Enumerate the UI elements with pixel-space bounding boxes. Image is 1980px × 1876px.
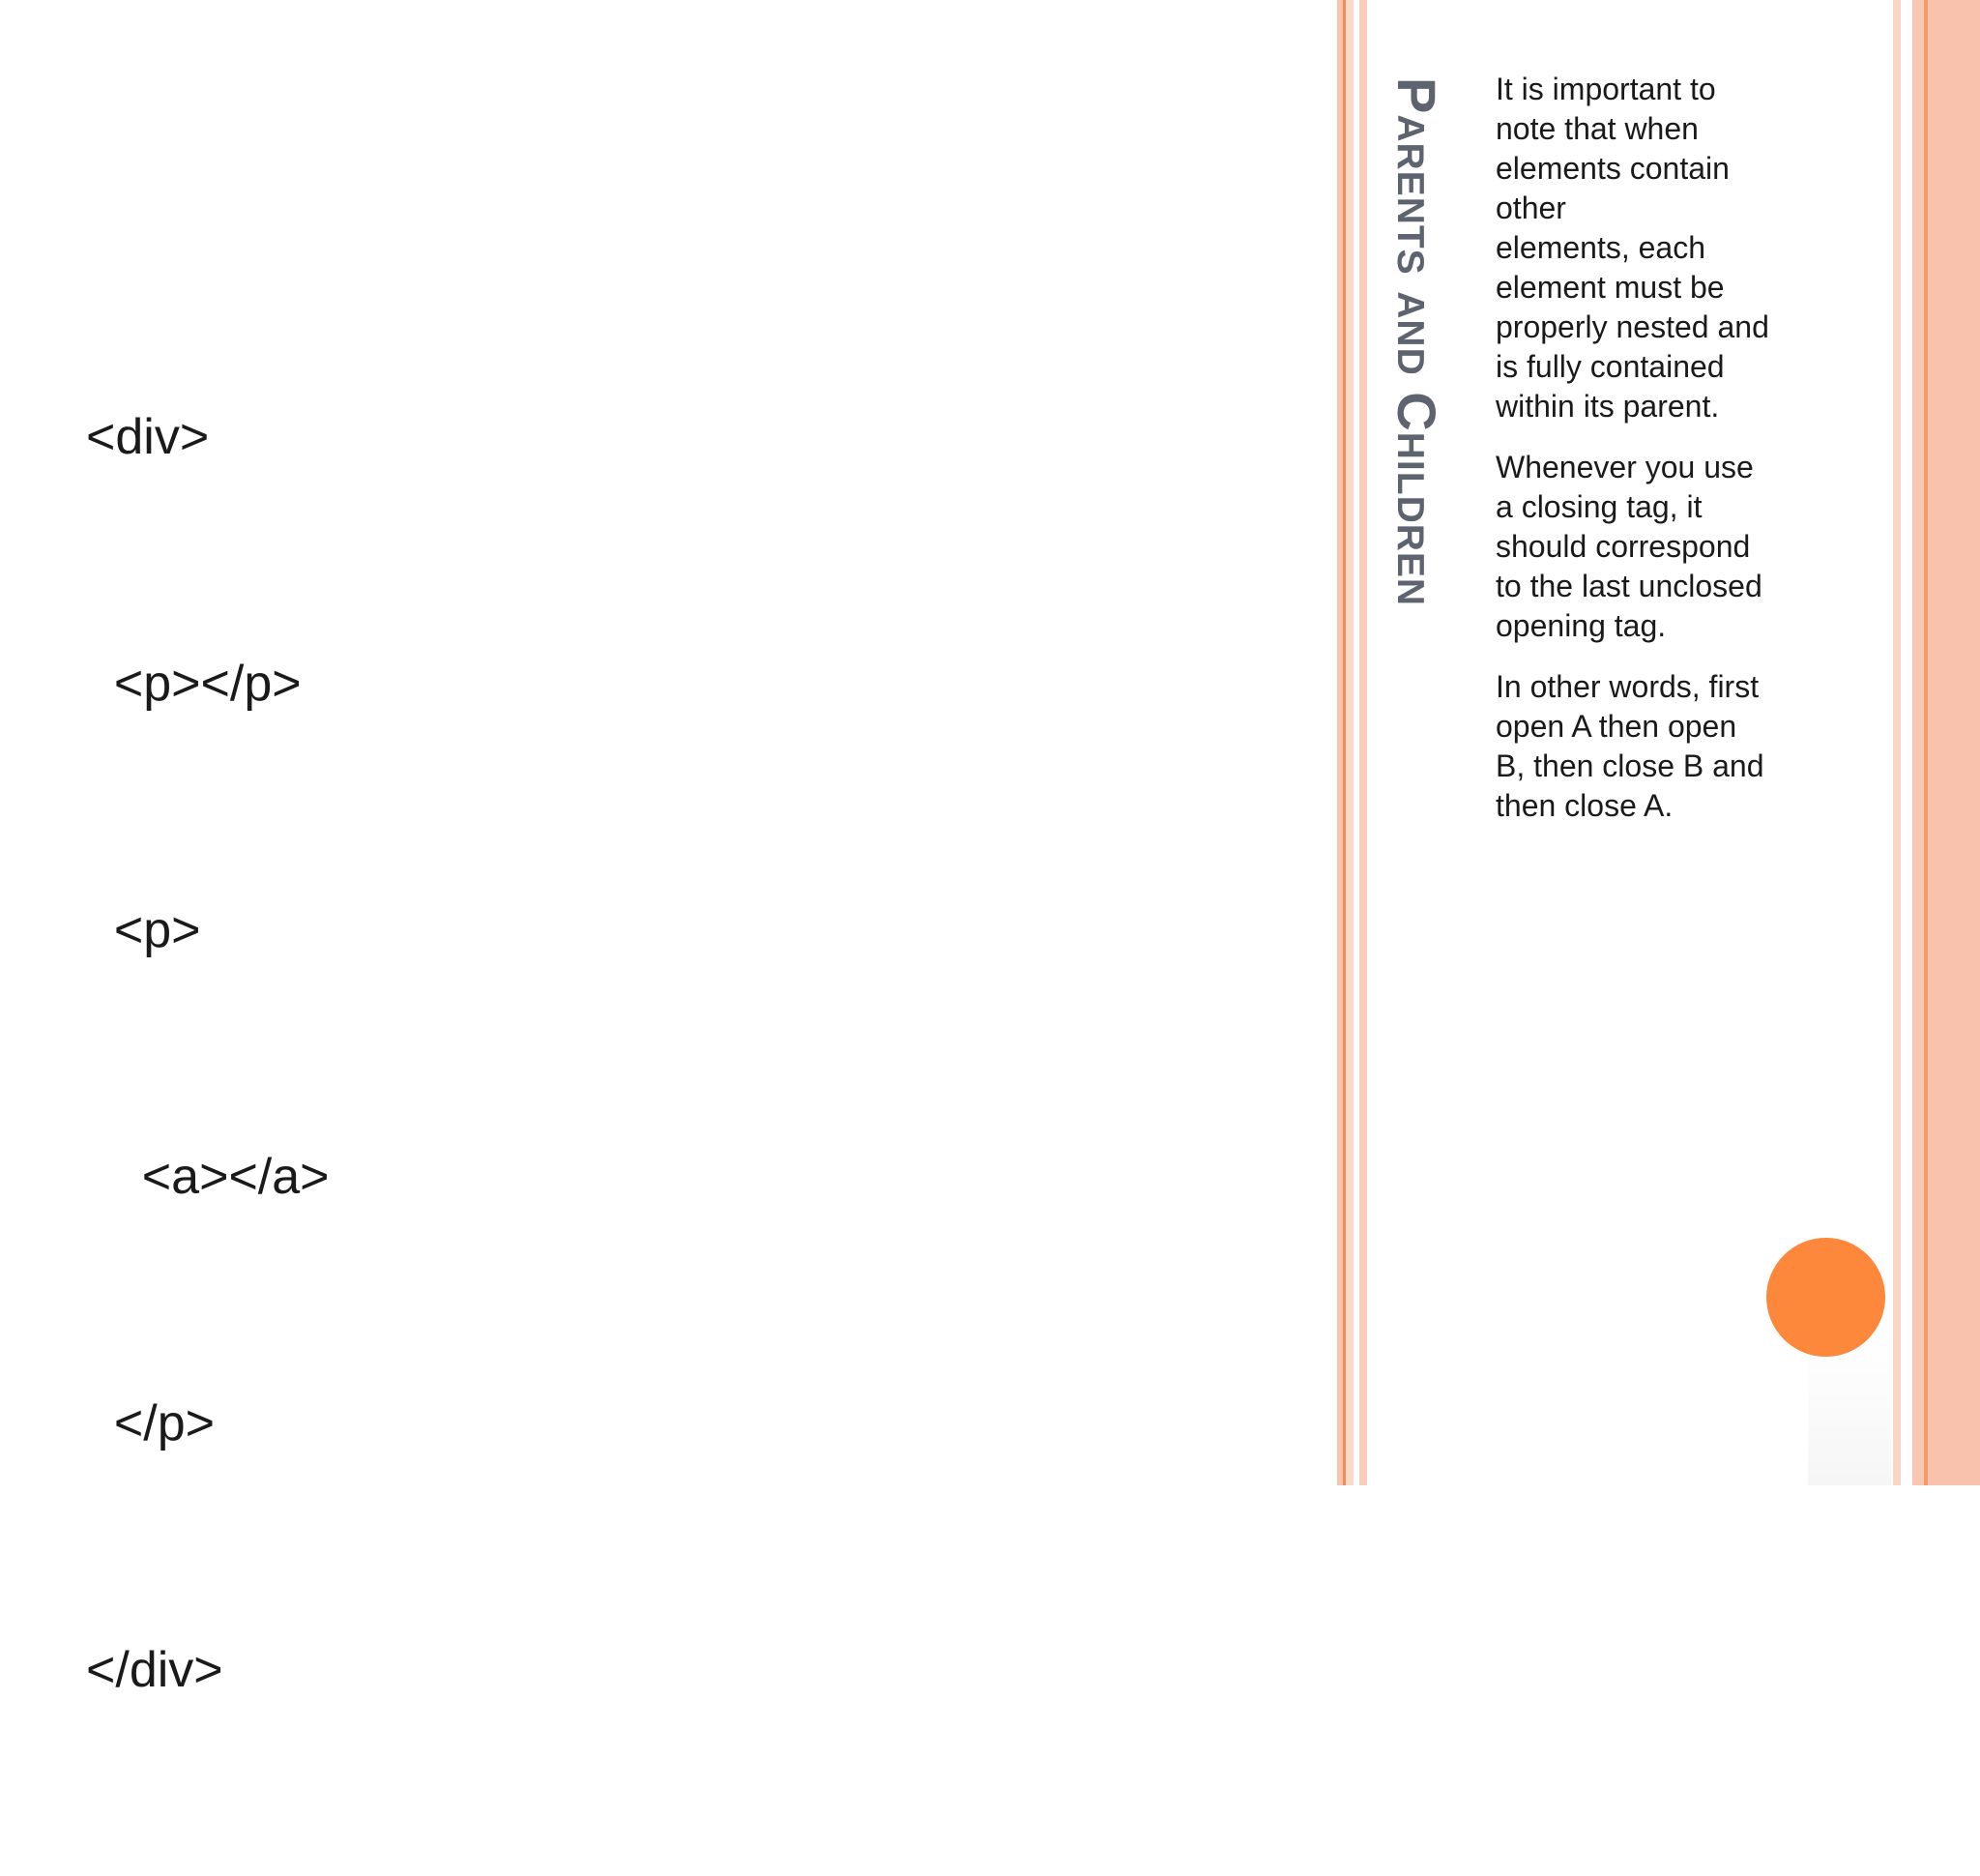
right-border-stripe <box>1893 0 1901 1485</box>
paragraph <box>1496 70 1815 426</box>
code-block <box>86 232 956 1876</box>
text-line: B, then close B and <box>1496 748 1764 783</box>
text-line: properly nested and <box>1496 309 1769 344</box>
text-line: elements contain <box>1496 151 1730 186</box>
left-border-stripe <box>1359 0 1367 1485</box>
paragraph <box>1496 667 1815 826</box>
text-line: Whenever you use <box>1496 450 1754 484</box>
text-line: a closing tag, it <box>1496 489 1703 524</box>
text-line: It is important to <box>1496 72 1716 106</box>
text-line: elements, each <box>1496 230 1706 265</box>
text-line: then close A. <box>1496 788 1674 823</box>
text-line: open A then open <box>1496 709 1737 744</box>
right-border-stripe <box>1901 0 1912 1485</box>
text-line: is fully contained <box>1496 349 1725 384</box>
code-line: </div> <box>86 1642 223 1698</box>
slide-title: Parents and Children <box>1386 77 1447 607</box>
text-line: to the last unclosed <box>1496 569 1762 603</box>
code-line: <a></a> <box>86 1149 330 1205</box>
right-border-stripe <box>1912 0 1924 1485</box>
left-border-stripe <box>1346 0 1354 1485</box>
text-line: within its parent. <box>1496 389 1720 424</box>
text-line: note that when <box>1496 111 1699 146</box>
code-line: <p> <box>86 902 201 958</box>
code-line: </p> <box>86 1395 215 1451</box>
panel-shadow <box>1808 1334 1891 1485</box>
text-line: other <box>1496 191 1566 225</box>
text-line: element must be <box>1496 270 1725 305</box>
title-container <box>1373 77 1450 754</box>
right-border-stripe <box>1928 0 1980 1485</box>
paragraph <box>1496 448 1815 646</box>
body-text <box>1496 70 1815 847</box>
code-line: <div> <box>86 409 210 465</box>
text-line: opening tag. <box>1496 608 1667 643</box>
text-line: should correspond <box>1496 529 1751 564</box>
text-line: In other words, first <box>1496 669 1760 704</box>
code-line: <p></p> <box>86 656 302 712</box>
orange-circle-icon <box>1766 1238 1885 1357</box>
